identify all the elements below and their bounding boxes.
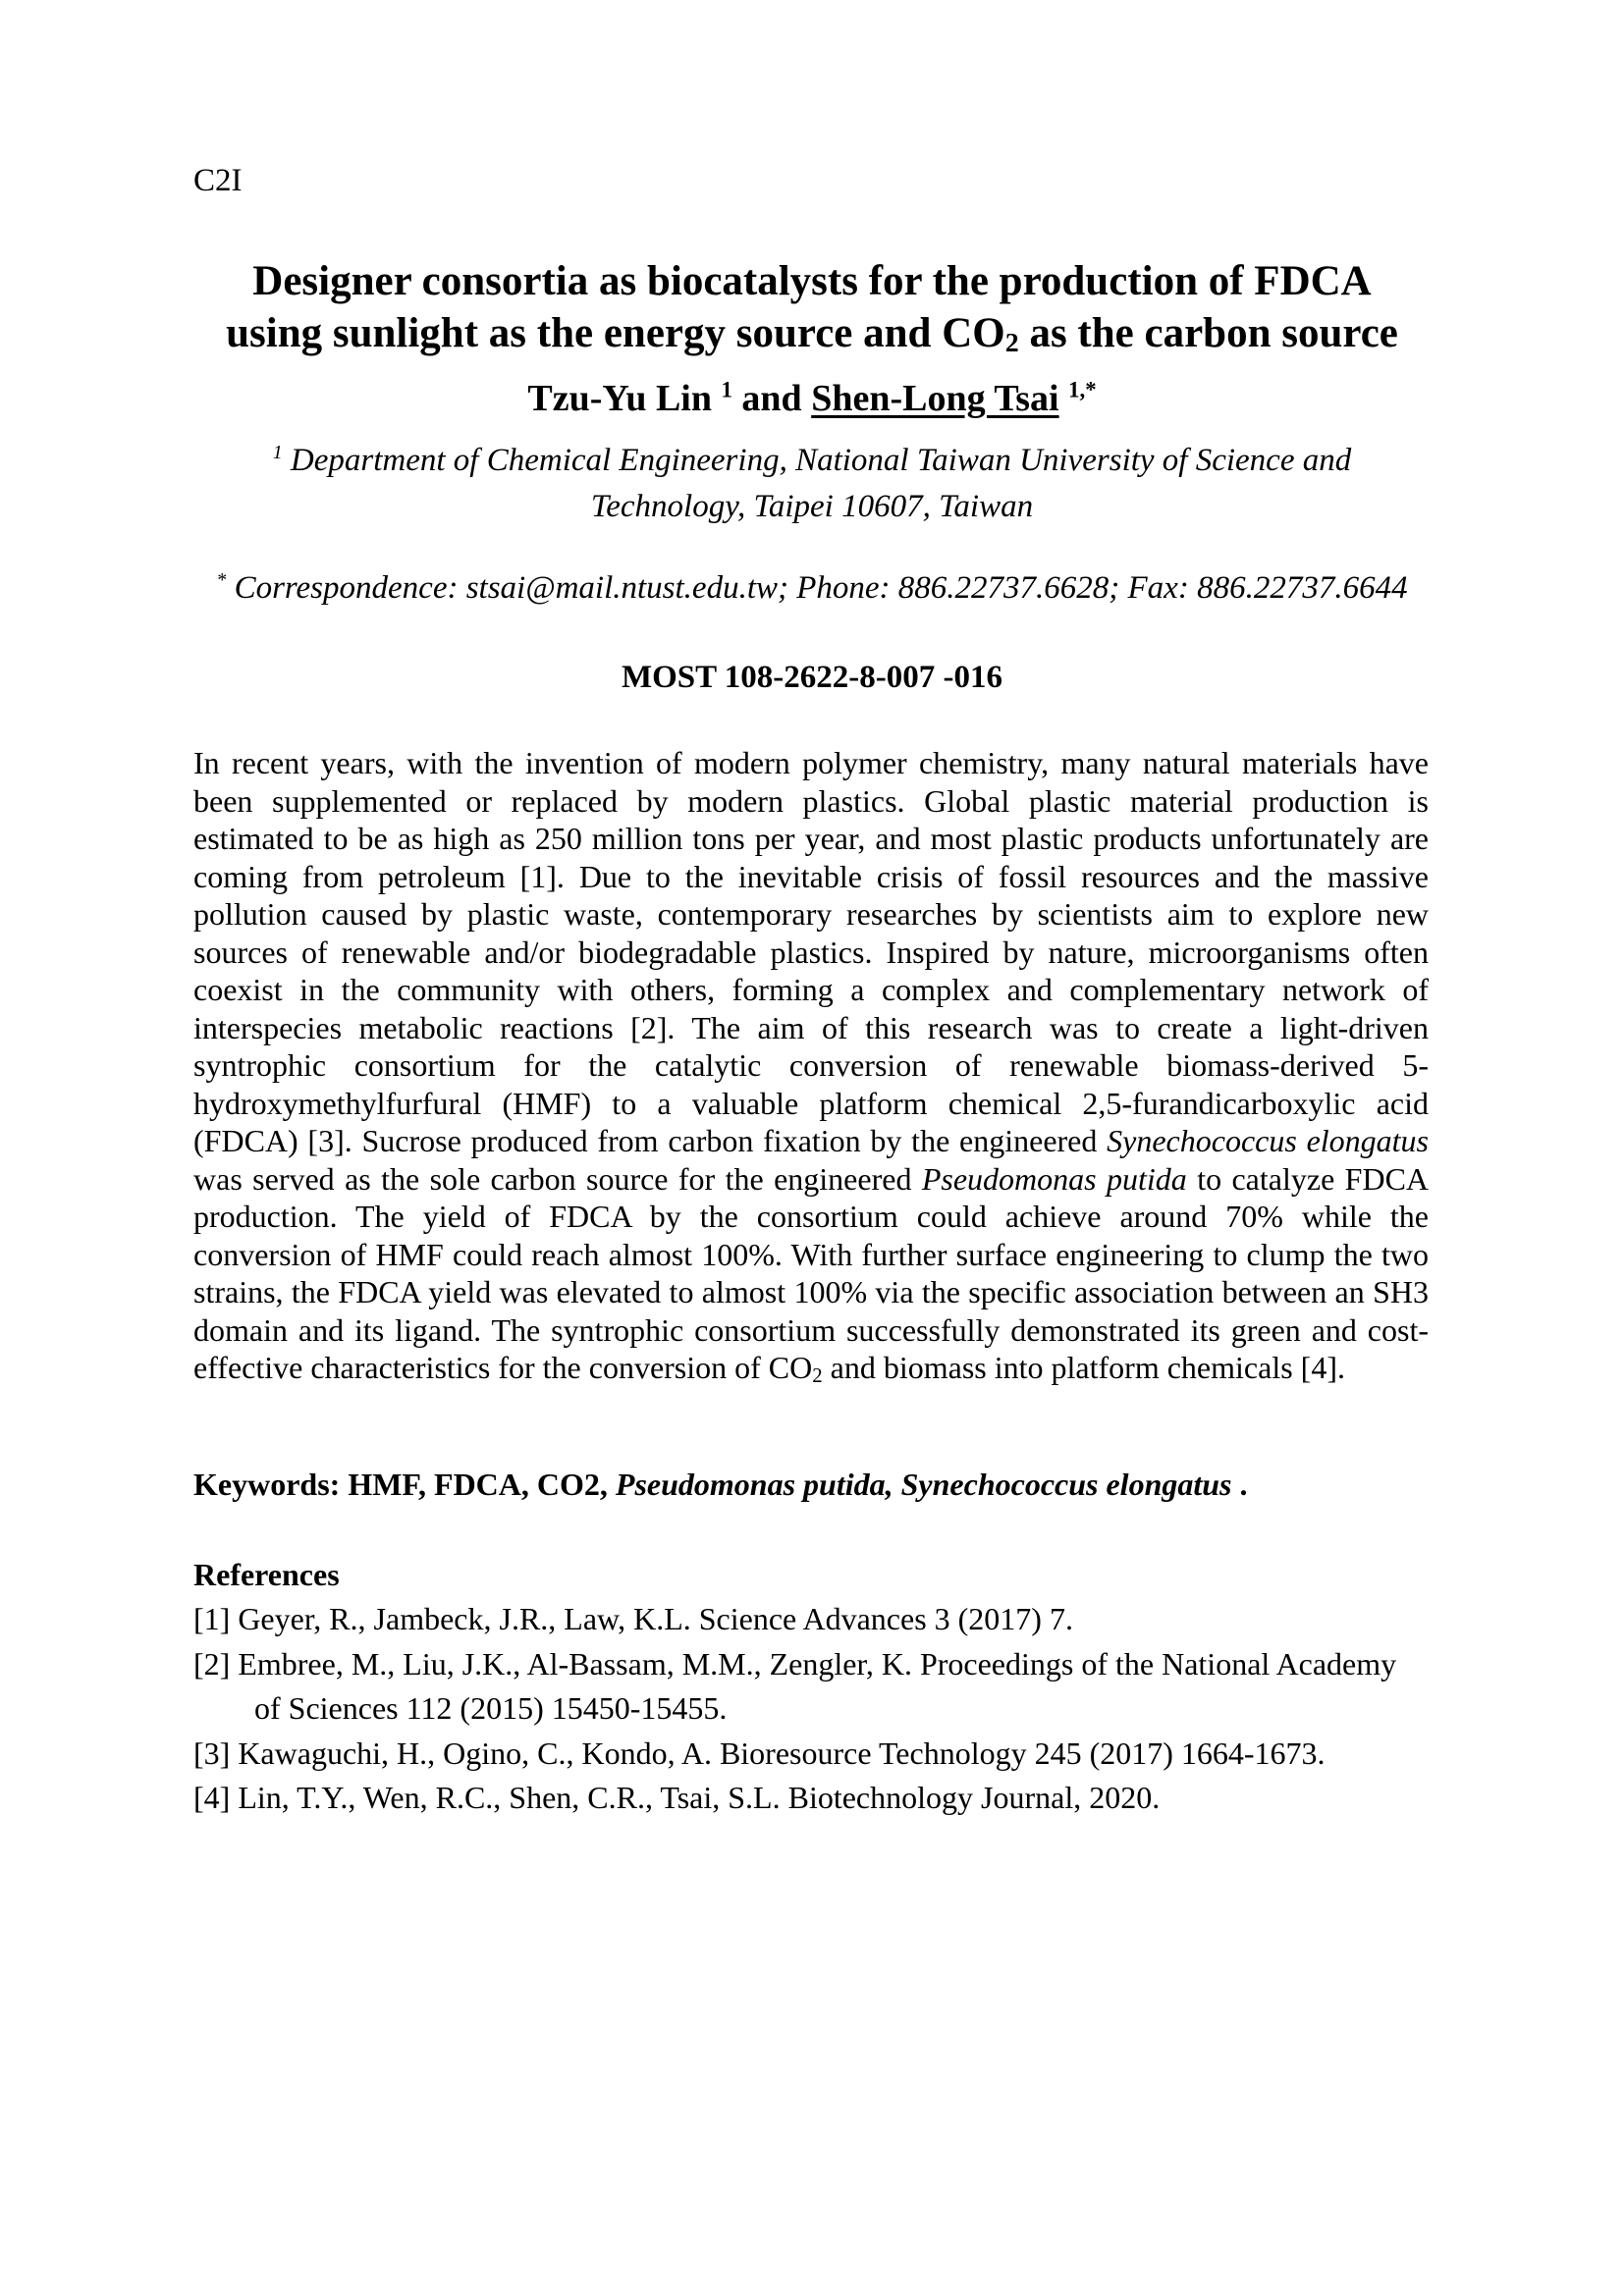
species-name-pseudomonas: Pseudomonas putida	[921, 1160, 1187, 1197]
correspondence-line	[0, 567, 1624, 609]
authors-line	[0, 376, 1624, 421]
title-co2-subscript: 2	[1004, 328, 1019, 359]
affiliation-superscript: 1	[272, 442, 283, 463]
affiliation-line-2: Technology, Taipei 10607, Taiwan	[590, 489, 1034, 524]
reference-item-2: [2] Embree, M., Liu, J.K., Al-Bassam, M.M., Zengler, K. Proceedings of the National Academy of Sciences 112 (2015) 15450-15455.	[193, 1645, 1397, 1726]
affiliation-line-1: Department of Chemical Engineering, National Taiwan University of Science and	[290, 443, 1352, 478]
authors-conjunction: and	[731, 378, 812, 419]
abstract-text-1: In recent years, with the invention of modern polymer chemistry, many natural materials have been supplemented or replaced by modern plastics. Global plastic material production is estimated to be as high as 250 million tons per year, and most plastic products unfortunately are coming from petroleum [1]. Due to the inevitable crisis of fossil resources and the massive pollution caused by plastic waste, contemporary researches by scientists aim to explore new sources of renewable and/or biodegradable plastics. Inspired by nature, microorganisms often coexist in the community with others, forming a complex and complementary network of interspecies metabolic reactions [2]. The aim of this research was to create a light-driven syntrophic consortium for the catalytic conversion of renewable biomass-derived 5-hydroxymethylfurfural (HMF) to a valuable platform chemical 2,5-furandicarboxylic acid (FDCA) [3]. Sucrose produced from carbon fixation by the engineered	[193, 745, 1429, 1158]
correspondence-text: Correspondence: stsai@mail.ntust.edu.tw; Phone: 886.22737.6628; Fax: 886.22737.6644	[234, 570, 1408, 606]
reference-item-3: [3] Kawaguchi, H., Ogino, C., Kondo, A. Bioresource Technology 245 (2017) 1664-1673.	[193, 1735, 1326, 1771]
paper-code: C2I	[193, 163, 243, 198]
reference-item-4: [4] Lin, T.Y., Wen, R.C., Shen, C.R., Tsai, S.L. Biotechnology Journal, 2020.	[193, 1780, 1161, 1815]
keywords-label-and-terms: Keywords: HMF, FDCA, CO2,	[193, 1467, 616, 1502]
reference-item-1: [1] Geyer, R., Jambeck, J.R., Law, K.L. Science Advances 3 (2017) 7.	[193, 1601, 1073, 1636]
references-section	[193, 1553, 1401, 1821]
abstract-paragraph	[193, 744, 1429, 1392]
title-line-1: Designer consortia as biocatalysts for the production of FDCA	[252, 258, 1372, 304]
author-2: Shen-Long Tsai	[811, 378, 1059, 419]
correspondence-superscript: *	[216, 569, 227, 591]
paper-title	[0, 255, 1624, 364]
affiliation	[0, 438, 1624, 530]
author-1: Tzu-Yu Lin	[527, 378, 712, 419]
grant-number: MOST 108-2622-8-007 -016	[621, 660, 1003, 695]
abstract-text-2: was served as the sole carbon source for the engineered	[193, 1160, 922, 1197]
species-name-synechococcus: Synechococcus elongatus	[1107, 1123, 1430, 1158]
author-2-superscript: 1,*	[1068, 377, 1097, 402]
abstract-text-4: and biomass into platform chemicals [4].	[822, 1350, 1345, 1385]
references-heading: References	[193, 1557, 340, 1592]
keywords-period: .	[1231, 1467, 1248, 1502]
author-1-superscript: 1	[721, 377, 732, 402]
keywords-italic-terms: Pseudomonas putida, Synechococcus elongatus	[615, 1467, 1232, 1502]
keywords-line	[193, 1465, 1429, 1504]
co2-subscript: 2	[812, 1363, 823, 1387]
title-line-2: using sunlight as the energy source and $CO_2$ as the carbon source	[226, 310, 1398, 359]
abstract-text-3: to catalyze FDCA production. The yield of FDCA by the consortium could achieve around 70% while the conversion of HMF could reach almost 100%. With further surface engineering to clump the two strains, the FDCA yield was elevated to almost 100% via the specific association between an SH3 domain and its ligand. The syntrophic consortium successfully demonstrated its green and cost-effective characteristics for the conversion of CO	[193, 1160, 1430, 1385]
